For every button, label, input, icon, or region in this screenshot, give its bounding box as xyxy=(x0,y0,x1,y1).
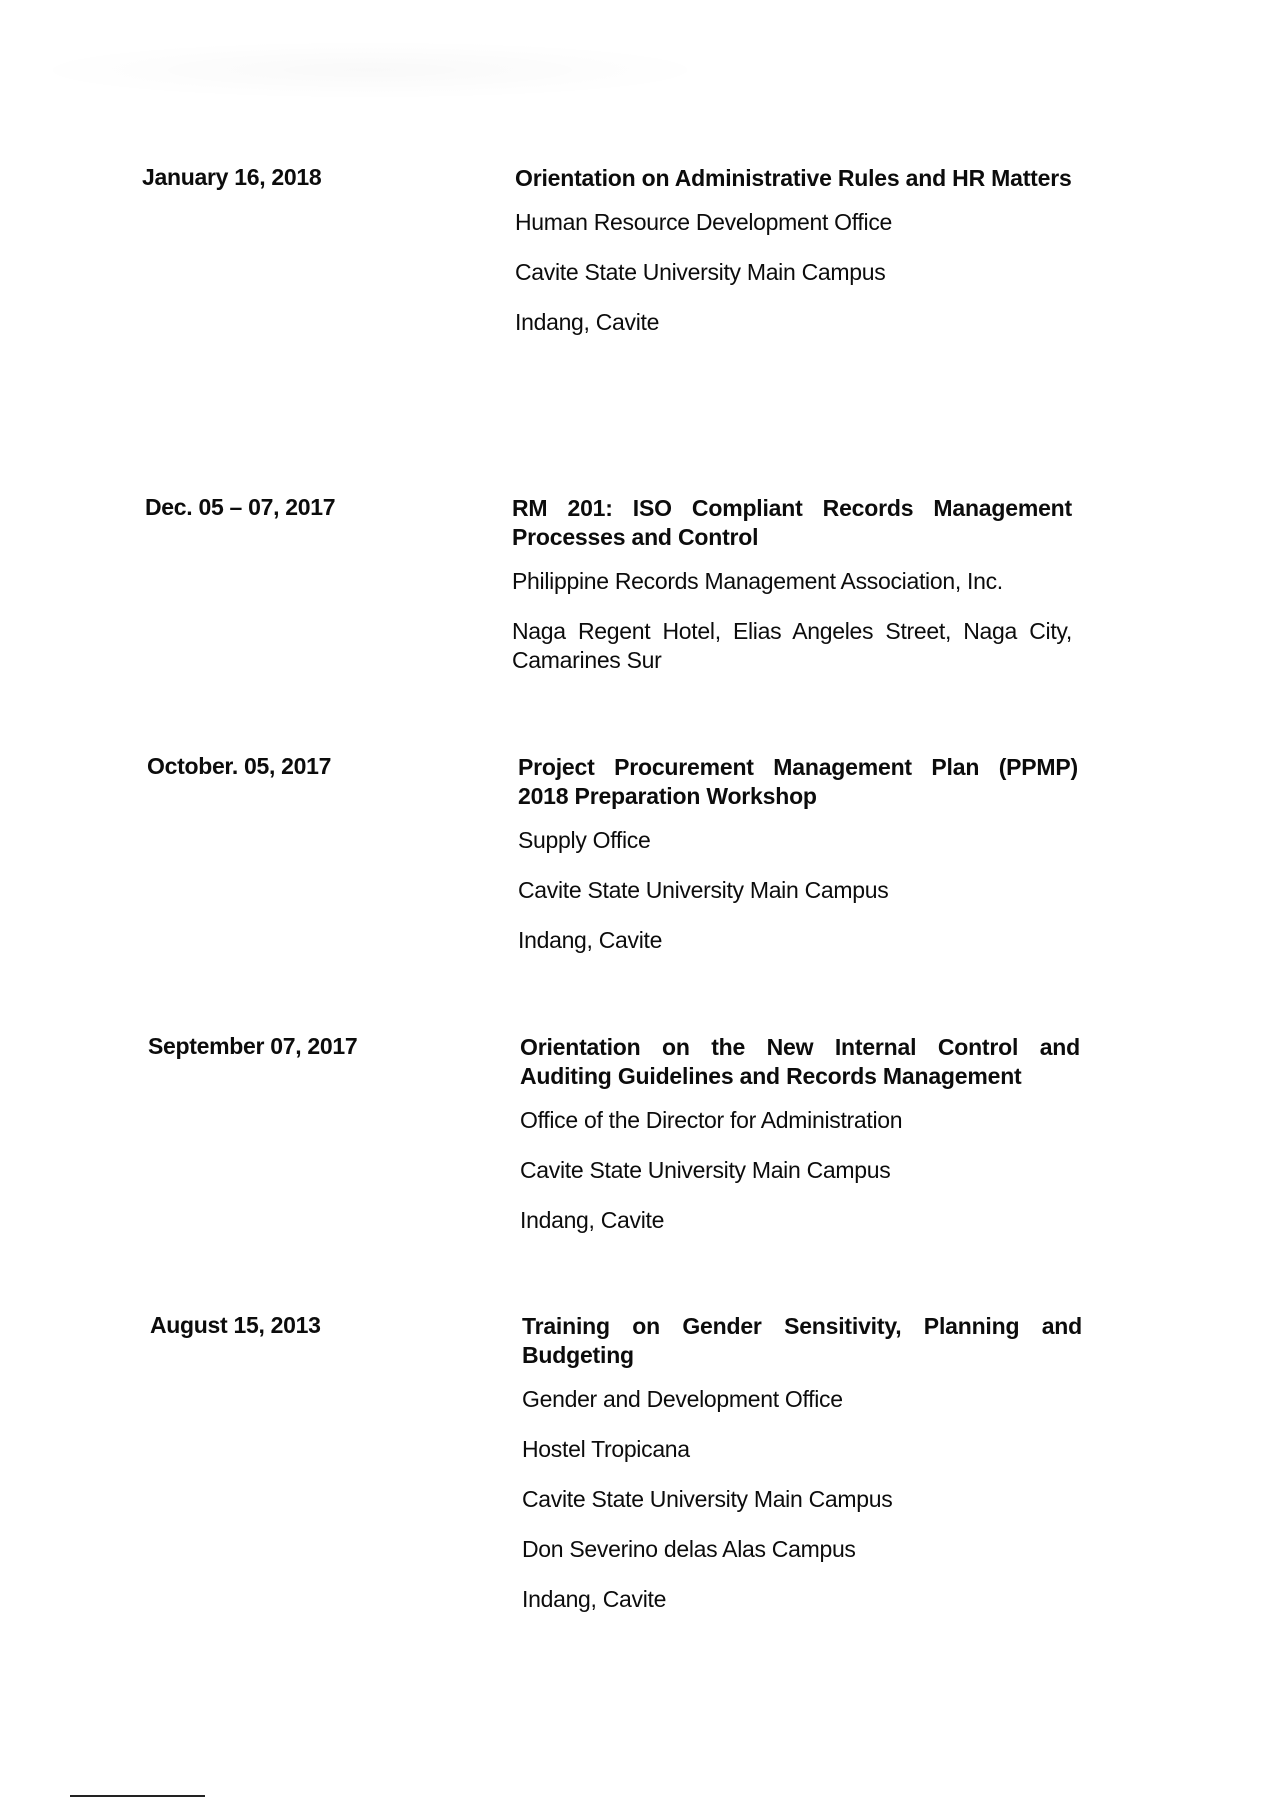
entry-organizer: Philippine Records Management Association, Inc. xyxy=(512,568,1003,594)
entry-venue: Cavite State University Main Campus xyxy=(518,877,889,903)
entry-title: Orientation on the New Internal Control and Auditing Guidelines and Records Management xyxy=(520,1034,1080,1089)
entry-title: Training on Gender Sensitivity, Planning and Budgeting xyxy=(522,1313,1082,1368)
footer-rule xyxy=(70,1795,205,1797)
entry-date: January 16, 2018 xyxy=(142,164,322,190)
entry-details xyxy=(522,1312,1082,1635)
entry-campus-secondary: Don Severino delas Alas Campus xyxy=(522,1536,856,1562)
entry-date: August 15, 2013 xyxy=(150,1312,321,1338)
scan-artifact xyxy=(20,40,720,100)
entry-location: Indang, Cavite xyxy=(522,1586,667,1612)
entry-details xyxy=(515,164,1075,358)
entry-location: Indang, Cavite xyxy=(515,309,660,335)
entry-location: Indang, Cavite xyxy=(520,1207,665,1233)
entry-title: Orientation on Administrative Rules and HR Matters xyxy=(515,165,1072,191)
entry-details xyxy=(520,1033,1080,1256)
entry-venue: Cavite State University Main Campus xyxy=(520,1157,891,1183)
entry-organizer: Office of the Director for Administration xyxy=(520,1107,903,1133)
entry-organizer: Human Resource Development Office xyxy=(515,209,893,235)
entry-details xyxy=(512,494,1072,696)
entry-campus: Cavite State University Main Campus xyxy=(522,1486,893,1512)
entry-location: Indang, Cavite xyxy=(518,927,663,953)
entry-organizer: Gender and Development Office xyxy=(522,1386,843,1412)
entry-date: October. 05, 2017 xyxy=(147,753,332,779)
entry-venue: Naga Regent Hotel, Elias Angeles Street, Naga City, Camarines Sur xyxy=(512,618,1072,673)
entry-venue: Hostel Tropicana xyxy=(522,1436,690,1462)
entry-organizer: Supply Office xyxy=(518,827,651,853)
entry-date: September 07, 2017 xyxy=(148,1033,358,1059)
entry-title: Project Procurement Management Plan (PPMP) 2018 Preparation Workshop xyxy=(518,754,1078,809)
entry-details xyxy=(518,753,1078,976)
entry-date: Dec. 05 – 07, 2017 xyxy=(145,494,336,520)
entry-title: RM 201: ISO Compliant Records Management Processes and Control xyxy=(512,495,1072,550)
entry-venue: Cavite State University Main Campus xyxy=(515,259,886,285)
